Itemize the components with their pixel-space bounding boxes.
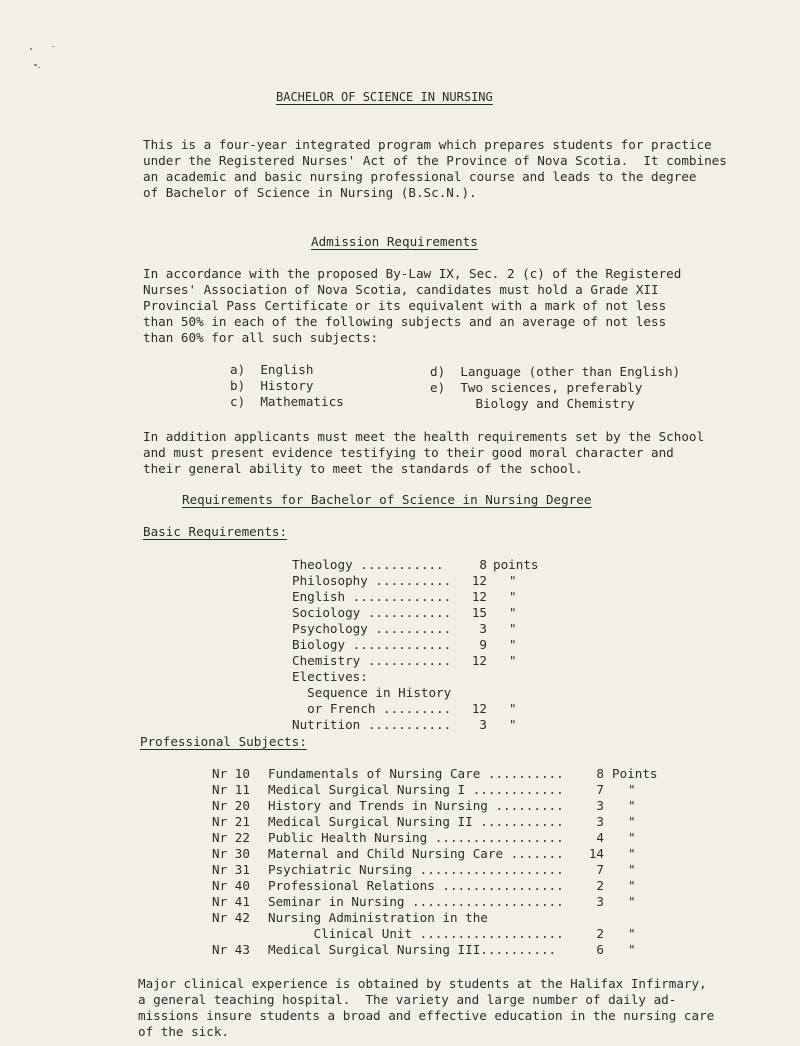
basic-subject: Philosophy .......... [292,573,452,588]
basic-subject: Sociology ........... [292,605,452,620]
closing-line: of the sick. [138,1024,229,1039]
course-title: Medical Surgical Nursing I ............ [268,782,564,797]
page-title: BACHELOR OF SCIENCE IN NURSING [276,90,493,104]
basic-unit: " [509,589,517,604]
health-line: their general ability to meet the standards of the school. [143,461,583,476]
health-line: and must present evidence testifying to their good moral character and [143,445,674,460]
course-unit: " [628,814,636,829]
subject-item: Biology and Chemistry [430,396,635,411]
course-unit: " [628,846,636,861]
basic-points: 15 [471,605,487,620]
basic-subject: Psychology .......... [292,621,452,636]
course-code: Nr 41 [212,894,250,909]
basic-unit: " [509,637,517,652]
course-points: 3 [596,894,604,909]
course-title: Fundamentals of Nursing Care .......... [268,766,564,781]
course-points: 4 [596,830,604,845]
basic-subject: Biology ............. [292,637,452,652]
course-points: 6 [596,942,604,957]
basic-points: 12 [471,589,487,604]
basic-subject: Chemistry ........... [292,653,452,668]
degree-heading: Requirements for Bachelor of Science in Nursing Degree [182,492,592,507]
admission-heading: Admission Requirements [311,234,478,249]
course-unit: " [628,894,636,909]
course-title: History and Trends in Nursing ......... [268,798,564,813]
course-title: Clinical Unit ................... [268,926,564,941]
admission-line: Nurses' Association of Nova Scotia, candidates must hold a Grade XII [143,282,659,297]
course-code: Nr 22 [212,830,250,845]
scan-specks [24,40,64,80]
basic-points: 12 [471,701,487,716]
admission-line: Provincial Pass Certificate or its equivalent with a mark of not less [143,298,667,313]
basic-subject: or French ......... [292,701,452,716]
course-unit: " [628,782,636,797]
course-points: 8 [596,766,604,781]
basic-unit: " [509,621,517,636]
basic-subject: Theology ........... [292,557,444,572]
course-unit: " [628,798,636,813]
intro-line: an academic and basic nursing professional course and leads to the degree [143,169,697,184]
subject-item: e) Two sciences, preferably [430,380,643,395]
course-title: Seminar in Nursing .................... [268,894,564,909]
subject-item: b) History [230,378,314,393]
course-title: Public Health Nursing ................. [268,830,564,845]
course-title: Maternal and Child Nursing Care ....... [268,846,564,861]
subject-item: a) English [230,362,314,377]
health-line: In addition applicants must meet the health requirements set by the School [143,429,705,444]
basic-points: 12 [471,653,487,668]
intro-line: of Bachelor of Science in Nursing (B.Sc.N.). [143,185,477,200]
course-points: 3 [596,798,604,813]
admission-line: than 50% in each of the following subjects and an average of not less [143,314,667,329]
course-unit: " [628,862,636,877]
basic-points: 8 [479,557,487,572]
basic-points: 3 [479,621,487,636]
basic-subject: Electives: [292,669,368,684]
course-code: Nr 20 [212,798,250,813]
course-code: Nr 43 [212,942,250,957]
subject-item: c) Mathematics [230,394,344,409]
admission-line: than 60% for all such subjects: [143,330,379,345]
course-code: Nr 21 [212,814,250,829]
course-unit: " [628,942,636,957]
course-unit: " [628,926,636,941]
basic-points: 9 [479,637,487,652]
course-code: Nr 42 [212,910,250,925]
basic-unit: " [509,605,517,620]
course-points: 7 [596,862,604,877]
course-unit: " [628,830,636,845]
basic-unit: " [509,653,517,668]
course-code: Nr 11 [212,782,250,797]
professional-heading: Professional Subjects: [140,734,307,749]
subject-item: d) Language (other than English) [430,364,681,379]
basic-heading: Basic Requirements: [143,524,288,539]
course-title: Nursing Administration in the [268,910,488,925]
course-title: Professional Relations ................ [268,878,564,893]
basic-subject: Sequence in History [292,685,452,700]
closing-line: Major clinical experience is obtained by students at the Halifax Infirmary, [138,976,707,991]
basic-unit: " [509,701,517,716]
admission-line: In accordance with the proposed By-Law IX, Sec. 2 (c) of the Registered [143,266,682,281]
basic-subject: Nutrition ........... [292,717,452,732]
course-points: 2 [596,878,604,893]
basic-unit: " [509,717,517,732]
course-title: Medical Surgical Nursing II ........... [268,814,564,829]
intro-line: This is a four-year integrated program which prepares students for practice [143,137,712,152]
course-points: 7 [596,782,604,797]
basic-points: 3 [479,717,487,732]
course-code: Nr 30 [212,846,250,861]
course-unit: Points [612,766,658,781]
closing-line: a general teaching hospital. The variety and large number of daily ad- [138,992,677,1007]
course-code: Nr 10 [212,766,250,781]
course-code: Nr 31 [212,862,250,877]
course-code: Nr 40 [212,878,250,893]
course-title: Medical Surgical Nursing III.......... [268,942,557,957]
basic-points: 12 [471,573,487,588]
closing-line: missions insure students a broad and effective education in the nursing care [138,1008,715,1023]
basic-subject: English ............. [292,589,452,604]
course-unit: " [628,878,636,893]
course-points: 3 [596,814,604,829]
basic-unit: " [509,573,517,588]
basic-unit: points [493,557,539,572]
course-points: 2 [596,926,604,941]
intro-line: under the Registered Nurses' Act of the Province of Nova Scotia. It combines [143,153,727,168]
course-points: 14 [588,846,604,861]
course-title: Psychiatric Nursing ................... [268,862,564,877]
